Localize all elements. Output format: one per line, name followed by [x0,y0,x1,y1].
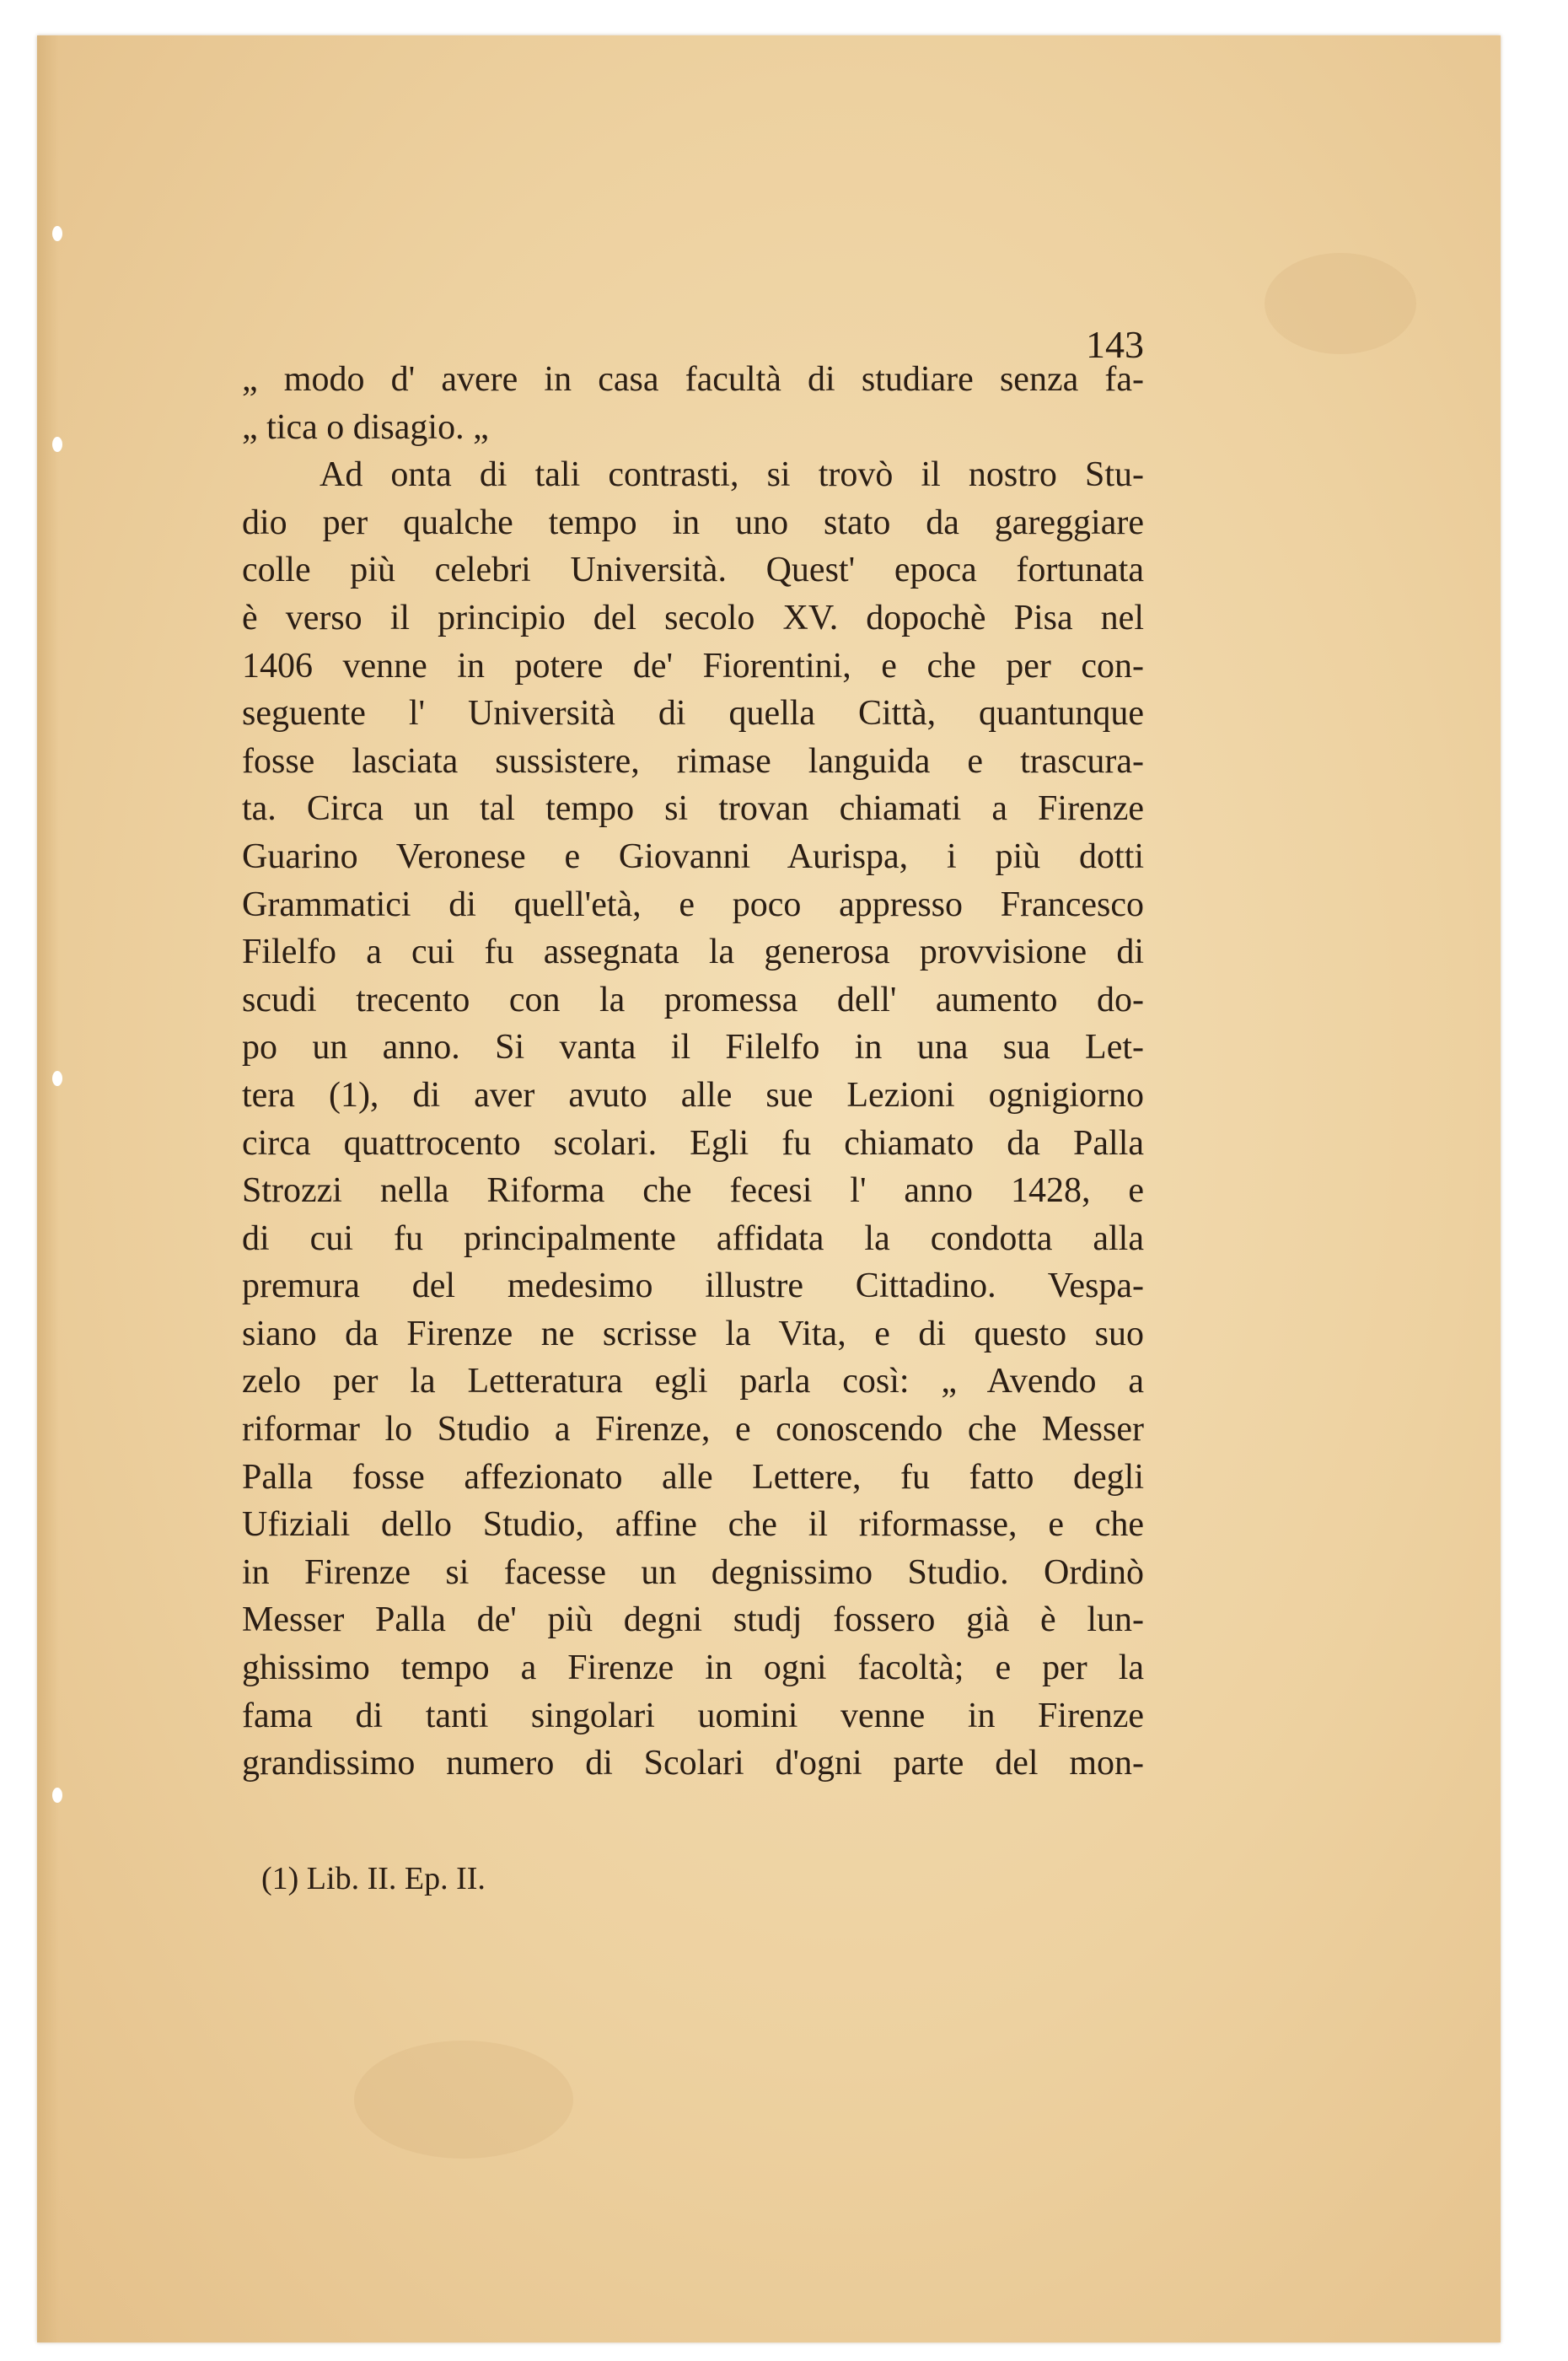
binding-hole [52,1071,62,1086]
text-line: Ad onta di tali contrasti, si trovò il nostro Stu- [320,455,1144,495]
binding-hole [52,226,62,241]
text-line: grandissimo numero di Scolari d'ogni parte del mon- [242,1744,1144,1783]
text-line: Strozzi nella Riforma che fecesi l' anno 1428, e [242,1171,1144,1211]
text-line: zelo per la Letteratura egli parla così: „ Avendo a [242,1362,1144,1401]
text-line: „ modo d' avere in casa facultà di studiare senza fa- [242,360,1144,399]
page-number: 143 [1086,323,1144,366]
text-line: è verso il principio del secolo XV. dopochè Pisa nel [242,598,1144,637]
text-line: riformar lo Studio a Firenze, e conoscendo che Messer [242,1410,1144,1449]
body-text [242,356,1144,1788]
text-line: „ tica o disagio. „ [242,407,489,447]
text-line: dio per qualche tempo in uno stato da gareggiare [242,503,1144,542]
text-line: Messer Palla de' più degni studj fossero già è lun- [242,1600,1144,1640]
paper-stain [354,2041,573,2159]
text-line: Ufiziali dello Studio, affine che il riformasse, e che [242,1505,1144,1545]
text-line: circa quattrocento scolari. Egli fu chiamato da Palla [242,1123,1144,1163]
text-line: di cui fu principalmente affidata la condotta alla [242,1218,1144,1258]
text-line: Filelfo a cui fu assegnata la generosa provvisione di [242,933,1144,972]
text-line: fosse lasciata sussistere, rimase languida e trascura- [242,741,1144,781]
text-line: seguente l' Università di quella Città, quantunque [242,694,1144,734]
text-line: siano da Firenze ne scrisse la Vita, e di questo suo [242,1314,1144,1353]
binding-hole [52,1788,62,1803]
paper-stain [1265,253,1416,354]
text-line: 1406 venne in potere de' Fiorentini, e che per con- [242,646,1144,686]
text-line: ghissimo tempo a Firenze in ogni facoltà; e per la [242,1648,1144,1688]
text-line: scudi trecento con la promessa dell' aumento do- [242,980,1144,1019]
text-line: fama di tanti singolari uomini venne in Firenze [242,1696,1144,1735]
text-line: Grammatici di quell'età, e poco appresso Francesco [242,885,1144,924]
text-line: tera (1), di aver avuto alle sue Lezioni ognigiorno [242,1075,1144,1115]
text-line: ta. Circa un tal tempo si trovan chiamati a Firenze [242,789,1144,829]
binding-hole [52,437,62,452]
text-line: Guarino Veronese e Giovanni Aurispa, i più dotti [242,836,1144,876]
text-line: in Firenze si facesse un degnissimo Studio. Ordinò [242,1552,1144,1592]
text-line: po un anno. Si vanta il Filelfo in una sua Let- [242,1028,1144,1068]
text-line: premura del medesimo illustre Cittadino. Vespa- [242,1267,1144,1306]
text-line: colle più celebri Università. Quest' epoca fortunata [242,551,1144,590]
text-line: Palla fosse affezionato alle Lettere, fu fatto degli [242,1457,1144,1497]
footnote: (1) Lib. II. Ep. II. [261,1861,486,1896]
paper-left-edge [37,35,59,2342]
